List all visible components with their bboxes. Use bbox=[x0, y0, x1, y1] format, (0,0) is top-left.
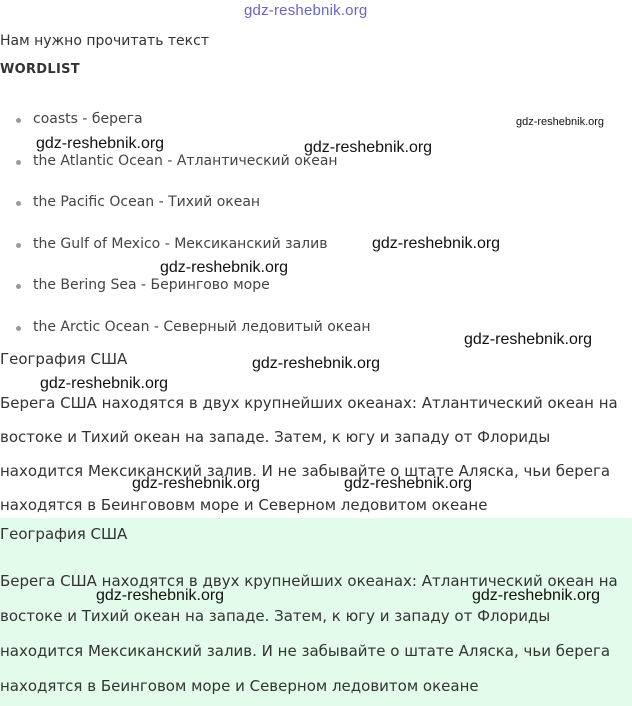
watermark: gdz-reshebnik.org bbox=[160, 259, 289, 276]
wordlist-item-text: the Pacific Ocean - Тихий океан bbox=[33, 194, 261, 211]
answer-title: География США bbox=[0, 525, 128, 543]
watermark: gdz-reshebnik.org bbox=[372, 235, 501, 252]
site-watermark-top: gdz-reshebnik.org bbox=[244, 2, 368, 19]
bullet-icon bbox=[16, 243, 21, 248]
watermark: gdz-reshebnik.org bbox=[40, 375, 169, 392]
wordlist-item-text: the Bering Sea - Берингово море bbox=[33, 277, 270, 294]
wordlist-item bbox=[0, 187, 632, 229]
watermark: gdz-reshebnik.org bbox=[344, 475, 473, 492]
watermark: gdz-reshebnik.org bbox=[304, 139, 433, 156]
wordlist-item-text: coasts - берега bbox=[33, 111, 143, 127]
wordlist-title: WORDLIST bbox=[0, 62, 80, 77]
wordlist-item-text: the Arctic Ocean - Северный ледовитый океан bbox=[33, 318, 371, 335]
wordlist-item-text: the Gulf of Mexico - Мексиканский залив bbox=[33, 235, 328, 252]
watermark: gdz-reshebnik.org bbox=[472, 587, 601, 604]
answer-paragraph: Берега США находятся в двух крупнейших океанах: Атлантический океан на востоке и Тихий океан на западе. Затем, к югу и западу от Флориды находится Мексиканский залив. И не забывайте о штате Аляска, чьи берега находятся в Беинговом море и Северном ледовитом океане bbox=[0, 572, 618, 695]
bullet-icon bbox=[16, 118, 21, 123]
original-text-paragraph: Берега США находятся в двух крупнейших океанах: Атлантический океан на востоке и Тихий океан на западе. Затем, к югу и западу от Флориды находится Мексиканский залив. И не забывайте о штате Аляска, чьи берега находятся в Беингововм море и Северном ледовитом океане bbox=[0, 394, 618, 514]
watermark: gdz-reshebnik.org bbox=[252, 355, 381, 372]
original-text-title: География США bbox=[0, 350, 128, 368]
bullet-icon bbox=[16, 326, 21, 331]
watermark: gdz-reshebnik.org bbox=[96, 587, 225, 604]
wordlist-item bbox=[0, 229, 632, 271]
wordlist-item-text: the Atlantic Ocean - Атлантический океан bbox=[33, 152, 338, 169]
bullet-icon bbox=[16, 284, 21, 289]
bullet-icon bbox=[16, 201, 21, 206]
watermark: gdz-reshebnik.org bbox=[36, 135, 165, 152]
watermark: gdz-reshebnik.org bbox=[464, 331, 593, 348]
wordlist-item bbox=[0, 270, 632, 312]
intro-text: Нам нужно прочитать текст bbox=[0, 33, 209, 49]
watermark: gdz-reshebnik.org bbox=[132, 475, 261, 492]
bullet-icon bbox=[16, 160, 21, 165]
watermark: gdz-reshebnik.org bbox=[516, 116, 605, 128]
